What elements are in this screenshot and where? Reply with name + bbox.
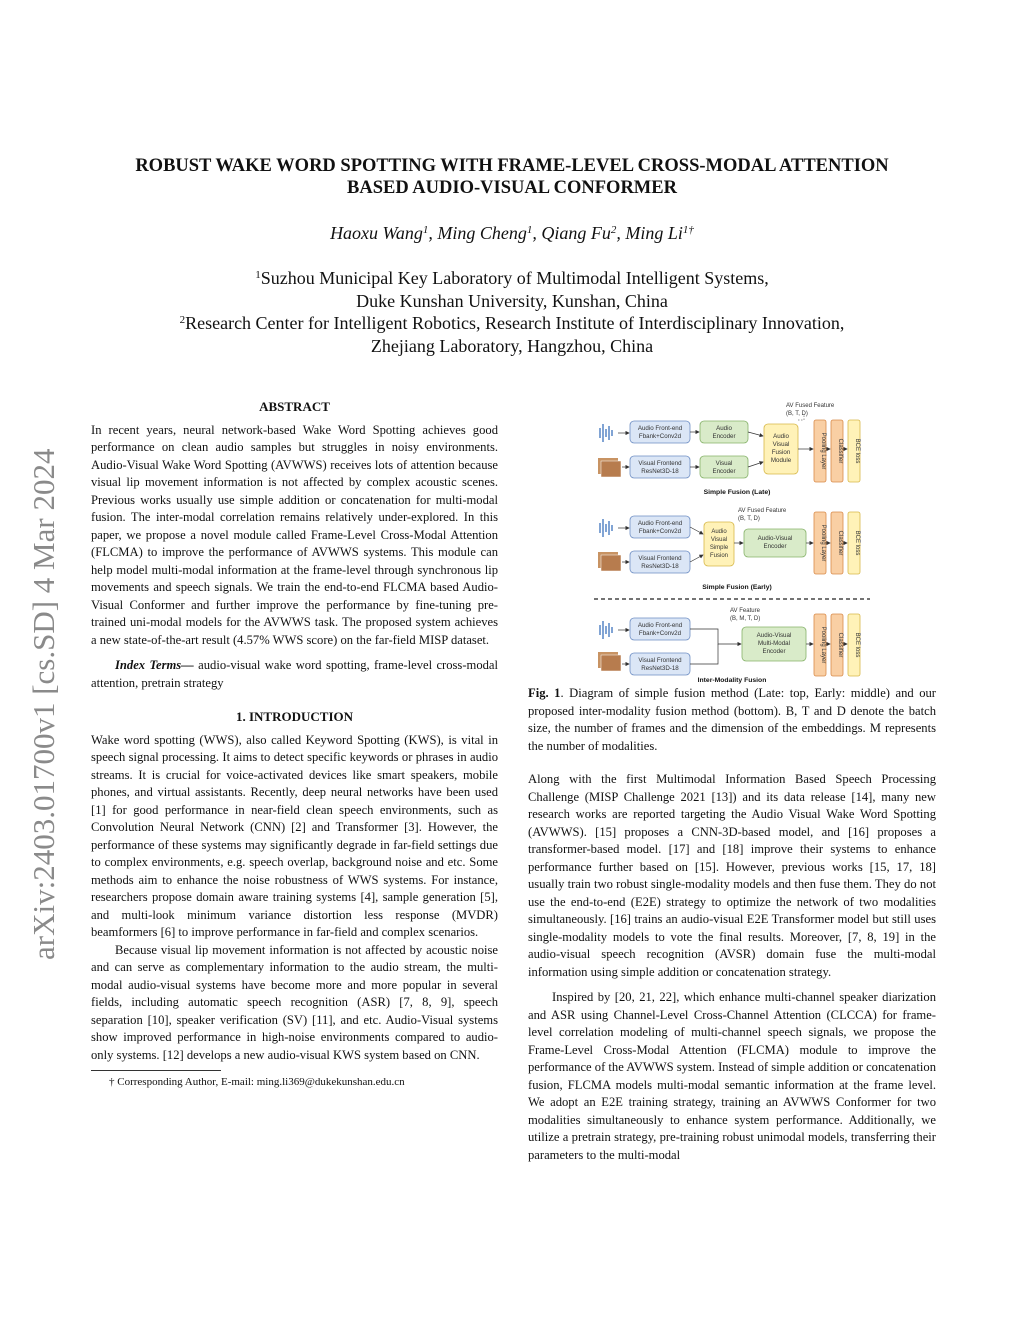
inter-visual-frontend-line-1: Visual Frontend (638, 657, 682, 664)
late-audio-encoder-line-2: Encoder (712, 433, 736, 440)
footnote: † Corresponding Author, E-mail: ming.li369@dukekunshan.edu.cn (109, 1076, 405, 1088)
abstract-heading: ABSTRACT (259, 399, 330, 414)
paper-title (80, 155, 944, 199)
late-fused-label-line-2: (B, T, D) (786, 411, 808, 417)
title-line-1: ROBUST WAKE WORD SPOTTING WITH FRAME-LEVEL CROSS-MODAL ATTENTION (135, 156, 889, 176)
late-visual-frontend-line-2: ResNet3D-18 (641, 468, 679, 475)
lip-image-icon (598, 652, 621, 671)
late-fusion-line-1: Audio (773, 433, 789, 440)
late-audio-frontend-line-1: Audio Front-end (637, 425, 683, 432)
title-line-2: BASED AUDIO-VISUAL CONFORMER (347, 178, 677, 198)
early-fusion-line-1: Audio (711, 529, 727, 535)
late-fusion-line-3: Fusion (771, 449, 791, 456)
footnote-divider (91, 1070, 221, 1071)
affil-1-line-2: Duke Kunshan University, Kunshan, China (356, 290, 668, 311)
inter-caption: Inter-Modality Fusion (697, 677, 767, 684)
early-caption: Simple Fusion (Early) (702, 584, 772, 591)
author-sup: 1 (526, 224, 533, 236)
author-name: Ming Li (625, 223, 683, 243)
introduction-heading: 1. INTRODUCTION (235, 709, 353, 724)
affiliations (80, 267, 944, 357)
affil-1-line-1: Suzhou Municipal Key Laboratory of Multimodal Intelligent Systems, (260, 268, 769, 288)
inter-classifier-label: Classifier (837, 632, 843, 658)
right-paragraph-1: Along with the first Multimodal Information Based Speech Processing Challenge (MISP Challenge 2021 [13]) and its data release [14], many new research works are reported targeting the Audio Visual Wake Word Spotting (AVWWS). [15] proposes a CNN-3D-based model, and [16] proposes a transformer-based model. [17] and [18] improve their systems to enhance performance further based on [15]. However, previous works [15, 17, 18] usually train two robust single-modality models and then fuse them. They do not use the end-to-end (E2E) strategy to optimize the network of two modalities simultaneously. [16] trains an audio-visual E2E Transformer model but still uses single-modality models to vote the final results. Moreover, [7, 8, 19] in the audio-visual speech recognition (AVSR) domain fuse the multi-modal information using simple addition or concatenation strategy. (528, 772, 936, 979)
abstract-text: In recent years, neural network-based Wake Word Spotting achieves good performance on clean audio samples but struggles in noisy environments. Audio-Visual Wake Word Spotting (AVWWS) receives lots of attention because visual lip movement information is not affected by complex acoustic scenes. Previous works usually use simple addition or concatenation for multi-modal fusion. The inter-modal correlation remains relatively under-explored. In this paper, we propose a novel module called Frame-Level Cross-Modal Attention (FLCMA) to improve the performance of AVWWS systems. This module can help model multi-modal information at the frame-level through synchronous lip movements and speech signals. We train the end-to-end FLCMA based Audio-Visual Conformer and further improve the performance by fine-tuning pre-trained uni-modal models for the AVWWS task. The proposed system achieves a new state-of-the-art result (4.57% WWS score) on the far-field MISP dataset. (91, 422, 498, 647)
figure-caption-text: . Diagram of simple fusion method (Late: top, Early: middle) and our proposed inter-modality fusion method (bottom). B, T and D denote the batch size, the number of frames and the dimension of the embeddings. M represents the number of modalities. (528, 686, 936, 753)
early-pooling-label: Pooling Layer (820, 524, 826, 562)
late-visual-encoder-line-2: Encoder (712, 468, 736, 475)
inter-encoder-line-1: Audio-Visual (756, 632, 792, 639)
late-visual-encoder-line-1: Visual (715, 460, 733, 467)
affil-sup: 1 (255, 269, 261, 281)
figure-caption-label: Fig. 1 (528, 686, 561, 700)
inter-encoder-line-2: Multi-Modal (758, 640, 790, 647)
audio-wave-icon (600, 621, 612, 639)
affil-2-line-1: Research Center for Intelligent Robotics, Research Institute of Interdisciplinary Innovation, (185, 313, 845, 333)
author-sup: 2 (610, 224, 617, 236)
late-bce-label: BCE loss (854, 438, 860, 464)
arxiv-watermark: arXiv:2403.01700v1 [cs.SD] 4 Mar 2024 (26, 448, 61, 960)
affil-sup: 2 (179, 314, 186, 326)
early-encoder-line-1: Audio-Visual (757, 535, 793, 542)
figure-1-diagram (592, 400, 872, 685)
right-paragraph-2: Inspired by [20, 21, 22], which enhance multi-channel speaker diarization and ASR using Channel-Level Cross-Channel Attention (CLCCA) for frame-level correlation modeling of multi-channel speech signals, we propose the Frame-Level Cross-Modal Attention (FLCMA) module to improve the performance of the AVWWS system. Instead of simple addition or concatenation fusion, FLCMA models multi-modal semantic information at the frame level. We adopt an E2E training strategy, training an AVWWS Conformer for two modalities simultaneously to enhance system performance. Additionally, we utilize a pretrain strategy, pre-training robust unimodal models, transferring their parameters to the multi-modal (528, 990, 936, 1162)
early-fusion-line-3: Simple (709, 545, 729, 551)
lip-image-icon (598, 552, 621, 571)
early-bce-label: BCE loss (854, 530, 860, 556)
early-visual-frontend-line-1: Visual Frontend (638, 555, 682, 562)
affil-2-line-2: Zhejiang Laboratory, Hangzhou, China (370, 335, 654, 356)
late-audio-frontend-line-2: Fbank+Conv2d (638, 433, 682, 440)
intro-paragraph-1: Wake word spotting (WWS), also called Keyword Spotting (KWS), is vital in speech signal processing. It aims to detect specific keywords or phrases in audio streams. It is crucial for voice-activated devices like smart speakers, mobile phones, and virtual assistants. Recently, deep neural networks have been used [1] for good performance in near-field clean speech environments, such as Convolution Neural Network (CNN) [2] and Transformer [3]. However, the performance of these systems may significantly degrade in far-field settings due to complex environments, e.g. speech overlap, background noise and etc. Some methods aim to enhance the noise robustness of WWS systems. For instance, researchers propose domain aware training systems [4], sample generation [5], and multi-look minimum variance distortion less response (MVDR) beamformers [6] to improve performance in far-field and complex scenarios. (91, 732, 498, 939)
author-name: Qiang Fu (541, 223, 611, 243)
early-audio-frontend-line-1: Audio Front-end (637, 520, 683, 527)
figure-caption (528, 685, 936, 755)
inter-bce-label: BCE loss (854, 632, 860, 658)
inter-audio-frontend-line-2: Fbank+Conv2d (638, 630, 682, 637)
late-pooling-label: Pooling Layer (820, 432, 826, 470)
author-name: Ming Cheng (437, 223, 527, 243)
late-caption: Simple Fusion (Late) (703, 489, 771, 496)
early-encoder-line-2: Encoder (763, 543, 787, 550)
inter-feature-label-line-2: (B, M, T, D) (730, 616, 761, 622)
early-fused-label-line-2: (B, T, D) (738, 516, 760, 522)
late-fused-label-line-1: AV Fused Feature (786, 403, 835, 409)
late-classifier-label: Classifier (837, 438, 843, 464)
late-fusion-line-4: Module (770, 457, 792, 464)
left-column (91, 398, 498, 1089)
author-sup: 1 (422, 224, 429, 236)
early-fused-label-line-1: AV Fused Feature (738, 508, 787, 514)
early-fusion-line-4: Fusion (709, 553, 729, 559)
early-fusion-line-2: Visual (710, 537, 728, 543)
index-terms-text: audio-visual wake word spotting, frame-level cross-modal attention, pretrain strategy (91, 658, 498, 690)
early-classifier-label: Classifier (837, 530, 843, 556)
lip-image-icon (598, 458, 621, 477)
late-visual-frontend-line-1: Visual Frontend (638, 460, 682, 467)
audio-wave-icon (600, 424, 612, 442)
early-visual-frontend-line-2: ResNet3D-18 (641, 563, 679, 570)
early-audio-frontend-line-2: Fbank+Conv2d (638, 528, 682, 535)
right-column (528, 685, 936, 1164)
index-terms (91, 657, 498, 692)
audio-wave-icon (600, 519, 612, 537)
index-terms-label: Index Terms— (115, 658, 194, 672)
author-name: Haoxu Wang (330, 223, 423, 243)
inter-pooling-label: Pooling Layer (820, 626, 826, 664)
inter-feature-label-line-1: AV Feature (730, 608, 760, 614)
inter-encoder-line-3: Encoder (762, 648, 786, 655)
late-fusion-line-2: Visual (772, 441, 790, 448)
inter-visual-frontend-line-2: ResNet3D-18 (641, 665, 679, 672)
inter-audio-frontend-line-1: Audio Front-end (637, 622, 683, 629)
intro-paragraph-2: Because visual lip movement information is not affected by acoustic noise and can serve as complementary information to the audio stream, the multi-modal audio-visual systems have become more and more popular in several fields, including automatic speech recognition (ASR) [7, 8, 9], speech separation [10], speaker verification (SV) [11], and etc. Audio-Visual systems show improved performance in high-noise environments compared to audio-only systems. [12] develops a new audio-visual KWS system based on CNN. (91, 942, 498, 1062)
author-list: Haoxu Wang$^1$, Ming Cheng$^1$, Qiang Fu$^2$, Ming $Li^{1\dagger}$ (330, 223, 694, 243)
author-sup: 1† (682, 224, 694, 236)
late-audio-encoder-line-1: Audio (716, 425, 732, 432)
